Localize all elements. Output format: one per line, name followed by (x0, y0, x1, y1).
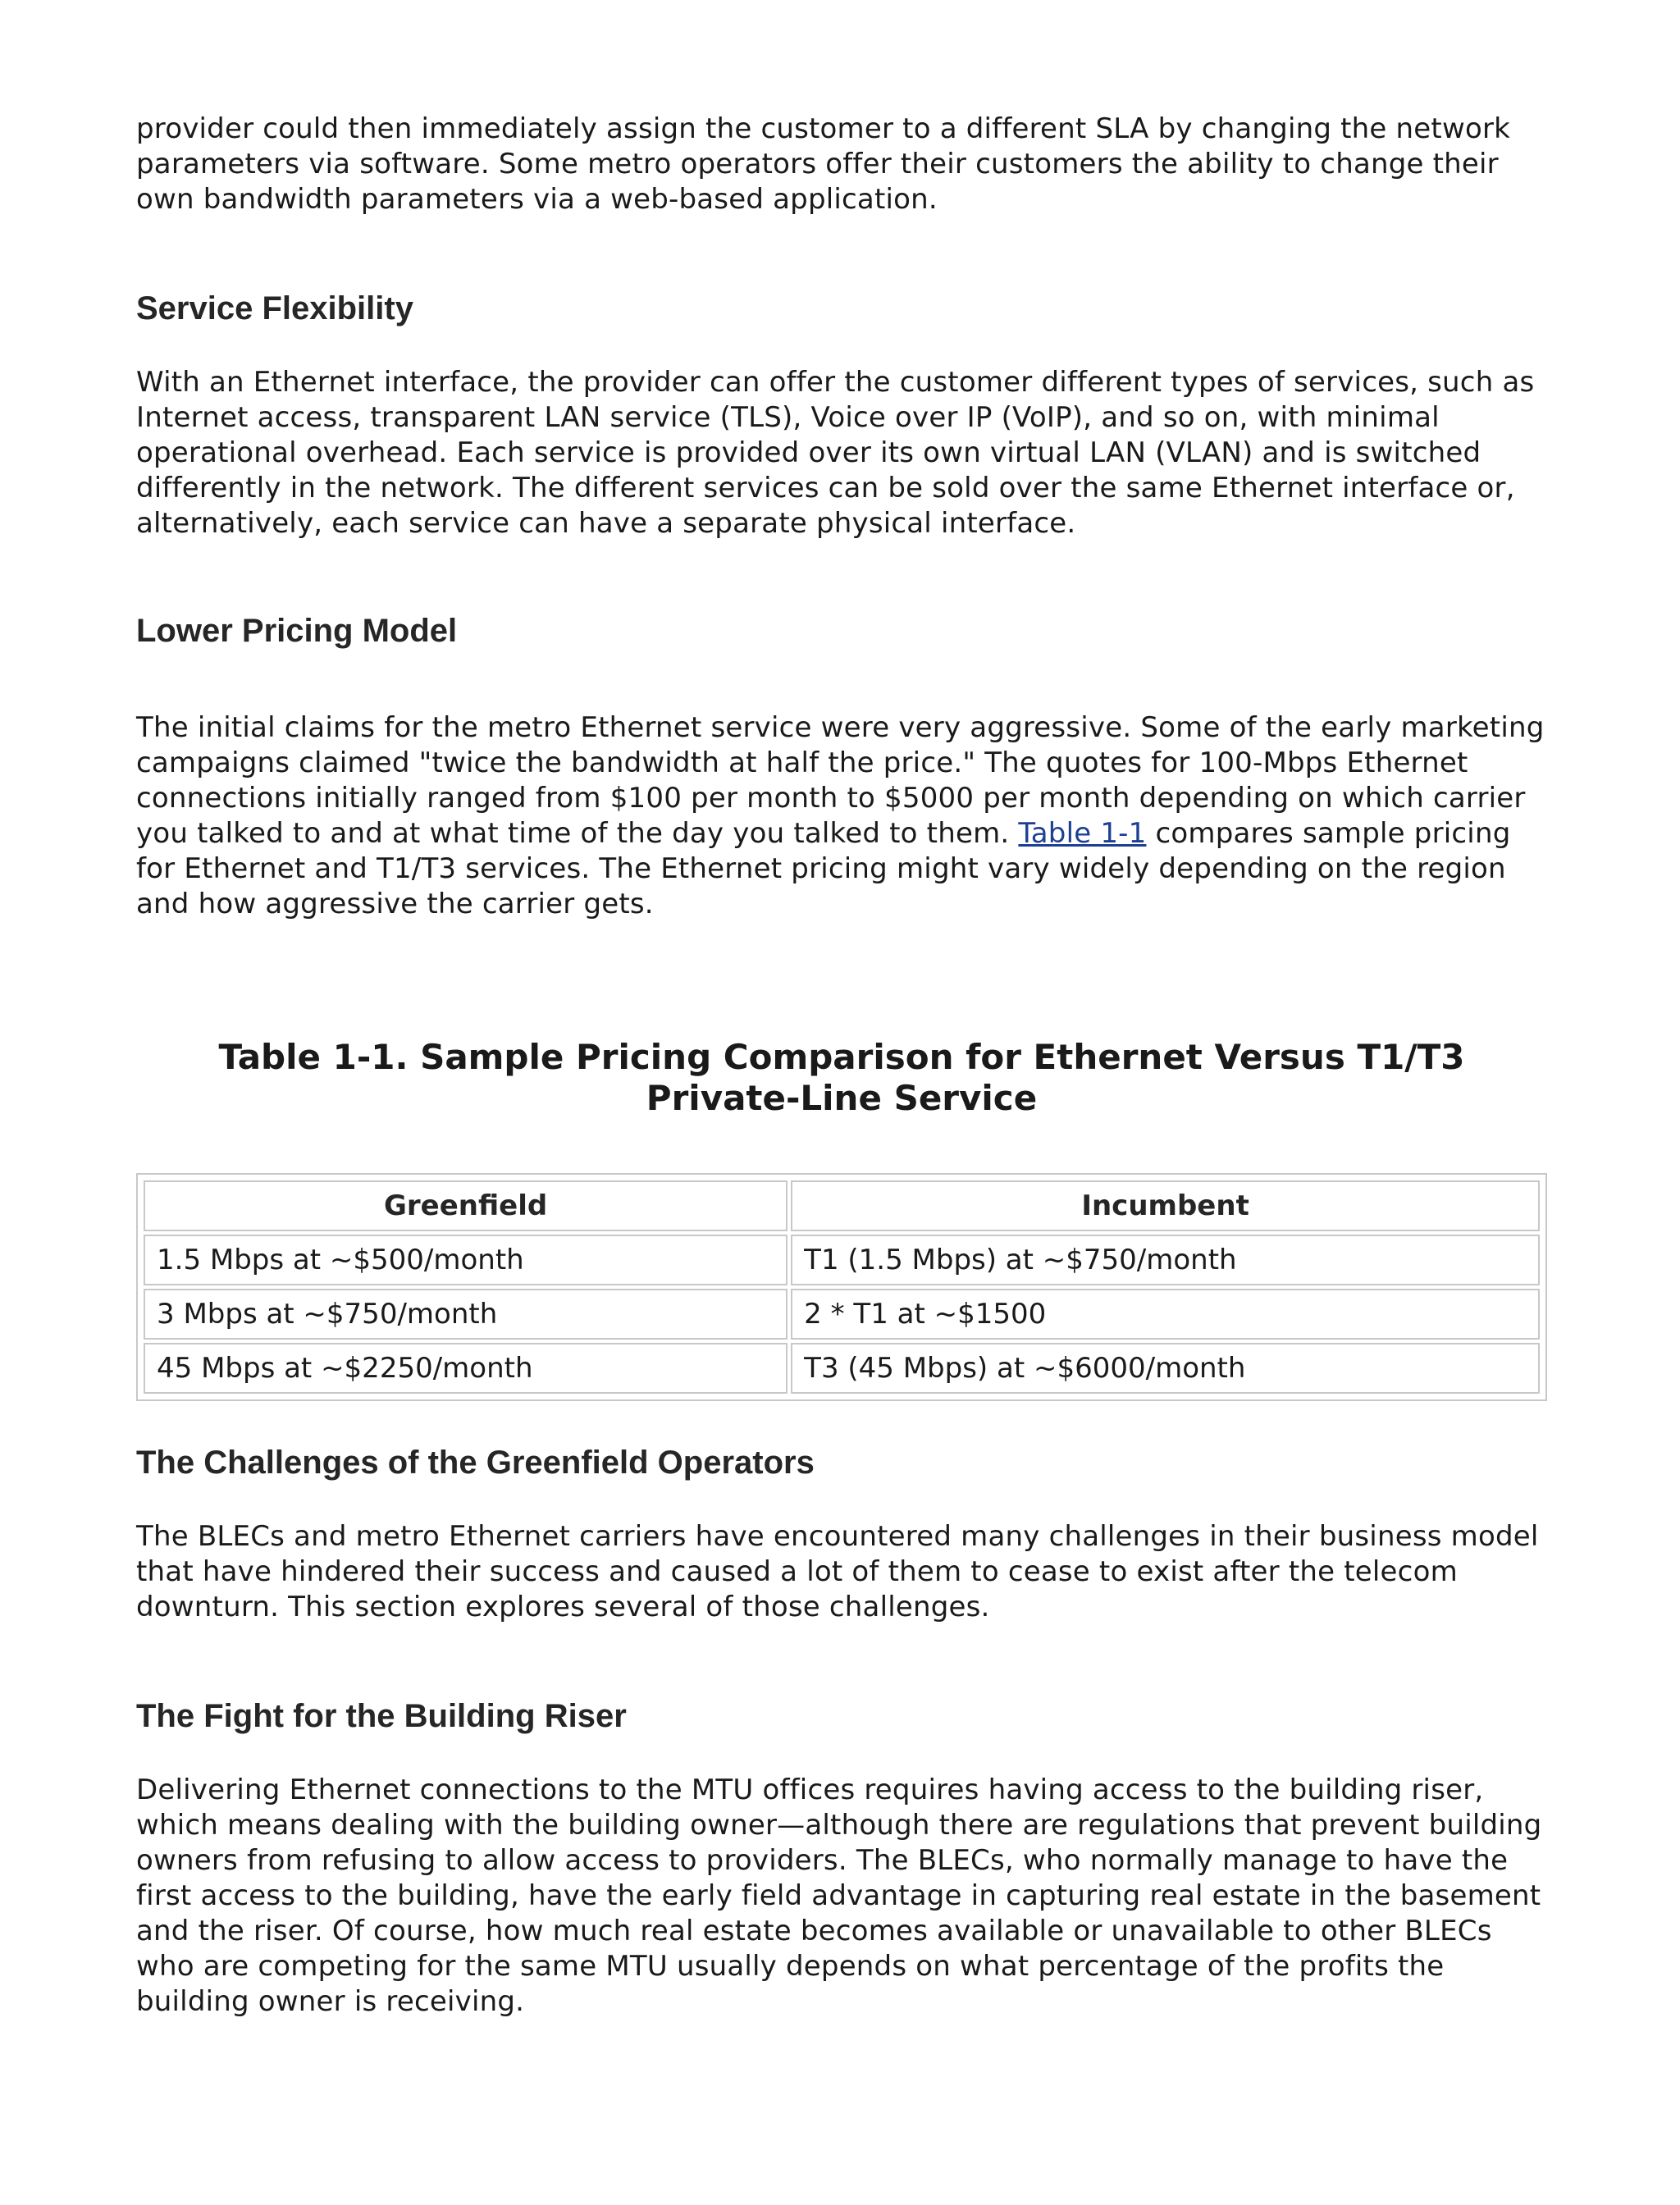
table-title (136, 1037, 1547, 1119)
section-heading-building-riser: The Fight for the Building Riser (136, 1698, 627, 1734)
column-header-greenfield: Greenfield (144, 1180, 788, 1231)
table-cell-greenfield: 3 Mbps at ~$750/month (144, 1289, 788, 1340)
table-cell-incumbent: T1 (1.5 Mbps) at ~$750/month (791, 1235, 1540, 1285)
section-heading-lower-pricing: Lower Pricing Model (136, 613, 458, 649)
document-page (136, 112, 1547, 2020)
service-flexibility-paragraph: With an Ethernet interface, the provider can offer the customer different types of services, such as Internet access, transparent LAN service (TLS), Voice over IP (VoIP), and so on, with minimal operational overhead. Each service is provided over its own virtual LAN (VLAN) and is switched differently in the network. The different services can be sold over the same Ethernet interface or, alternatively, each service can have a separate physical interface. (136, 366, 1535, 540)
section-heading-challenges: The Challenges of the Greenfield Operators (136, 1445, 815, 1481)
table-row (144, 1289, 1540, 1340)
lower-pricing-paragraph (136, 710, 1547, 922)
building-riser-paragraph: Delivering Ethernet connections to the MTU offices requires having access to the building riser, which means dealing with the building owner—although there are regulations that prevent building owners from refusing to allow access to providers. The BLECs, who normally manage to have the first access to the building, have the early field advantage in capturing real estate in the basement and the riser. Of course, how much real estate becomes available or unavailable to other BLECs who are competing for the same MTU usually depends on what percentage of the profits the building owner is receiving. (136, 1774, 1542, 2018)
challenges-paragraph: The BLECs and metro Ethernet carriers have encountered many challenges in their business model that have hindered their success and caused a lot of them to cease to exist after the telecom downturn. This section explores several of those challenges. (136, 1520, 1539, 1623)
table-cell-greenfield: 1.5 Mbps at ~$500/month (144, 1235, 788, 1285)
table-1-1-link[interactable]: Table 1-1 (1018, 817, 1147, 850)
table-row (144, 1343, 1540, 1394)
table-title-line-2: Private-Line Service (646, 1078, 1038, 1118)
lower-pricing-text-end: compares sample pricing for Ethernet and T1/T3 services. The Ethernet pricing might vary widely depending on the region and how aggressive the carrier gets. (136, 817, 1511, 920)
intro-paragraph: provider could then immediately assign the customer to a different SLA by changing the network parameters via software. Some metro operators offer their customers the ability to change their own bandwidth parameters via a web-based application. (136, 112, 1511, 216)
table-row (144, 1235, 1540, 1285)
pricing-table (140, 1177, 1543, 1397)
table-title-line-1: Table 1-1. Sample Pricing Comparison for Ethernet Versus T1/T3 (218, 1037, 1465, 1077)
column-header-incumbent: Incumbent (791, 1180, 1540, 1231)
table-cell-incumbent: T3 (45 Mbps) at ~$6000/month (791, 1343, 1540, 1394)
lower-pricing-text-start: The initial claims for the metro Ethernet service were very aggressive. Some of the early marketing campaigns claimed "twice the bandwidth at half the price." The quotes for 100-Mbps Ethernet connections initially ranged from $100 per month to $5000 per month depending on which carrier you talked to and at what time of the day you talked to them. (136, 711, 1545, 850)
table-cell-incumbent: 2 * T1 at ~$1500 (791, 1289, 1540, 1340)
table-header-row (144, 1180, 1540, 1231)
table-cell-greenfield: 45 Mbps at ~$2250/month (144, 1343, 788, 1394)
pricing-table-frame (136, 1173, 1547, 1401)
section-heading-service-flexibility: Service Flexibility (136, 290, 413, 326)
